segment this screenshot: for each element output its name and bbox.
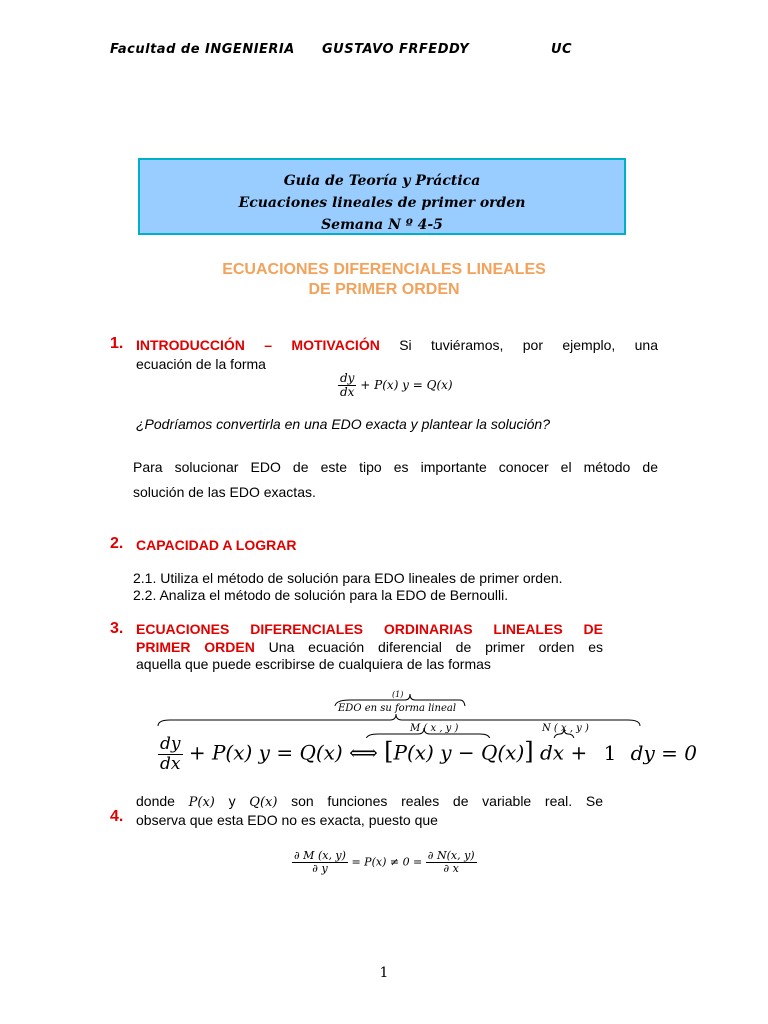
section-1-number: 1. bbox=[110, 335, 124, 352]
section-1-para-a: Para solucionar EDO de este tipo es importante conocer el método de bbox=[133, 459, 658, 475]
section-3-text-b: aquella que puede escribirse de cualquiera de las formas bbox=[136, 656, 491, 672]
header-faculty: Facultad de INGENIERIA bbox=[110, 42, 295, 57]
main-title-line-1: ECUACIONES DIFERENCIALES LINEALES bbox=[222, 261, 546, 278]
eq1-numerator: dy bbox=[340, 371, 355, 385]
section-2-item-2: 2.2. Analiza el método de solución para la EDO de Bernoulli. bbox=[133, 587, 509, 603]
brace-label: EDO en su forma lineal bbox=[338, 703, 457, 714]
section-4-number: 4. bbox=[110, 808, 124, 825]
section-1-heading: INTRODUCCIÓN – MOTIVACIÓN bbox=[136, 337, 380, 353]
section-1-text-b: ecuación de la forma bbox=[136, 356, 266, 372]
title-line-3: Semana N º 4-5 bbox=[321, 217, 443, 233]
section-3-number: 3. bbox=[110, 620, 124, 637]
section-2-item-1: 2.1. Utiliza el método de solución para EDO lineales de primer orden. bbox=[133, 570, 563, 586]
section-4-text-a3: son funciones reales de variable real. Se bbox=[277, 793, 603, 809]
main-title-line-2: DE PRIMER ORDEN bbox=[308, 281, 460, 298]
section-3-text-a: Una ecuación diferencial de primer orden es bbox=[254, 639, 603, 655]
partial-equation bbox=[292, 850, 477, 875]
partial-den-1: ∂ y bbox=[312, 862, 328, 876]
header-author: GUSTAVO FRFEDDY bbox=[322, 42, 470, 57]
section-4-qx: Q(x) bbox=[249, 795, 278, 810]
section-1-equation bbox=[338, 372, 453, 399]
section-1-text-a: Si tuviéramos, por ejemplo, una bbox=[379, 337, 659, 353]
page-number: 1 bbox=[379, 965, 389, 981]
main-eq-bracket: P(x) y − Q(x) bbox=[393, 740, 525, 765]
section-4-text-b: observa que esta EDO no es exacta, puesto que bbox=[136, 812, 438, 828]
section-4-px: P(x) bbox=[188, 795, 215, 810]
title-line-2: Ecuaciones lineales de primer orden bbox=[238, 195, 526, 211]
section-4-line-1 bbox=[136, 792, 603, 812]
n-label: N ( x , y ) bbox=[542, 723, 589, 734]
section-3-heading-a: ECUACIONES DIFERENCIALES ORDINARIAS LINEALES DE bbox=[136, 621, 603, 637]
partial-num-2: ∂ N(x, y) bbox=[427, 849, 475, 862]
eq1-rest: + P(x) y = Q(x) bbox=[360, 378, 453, 393]
title-line-1: Guia de Teoría y Práctica bbox=[283, 173, 481, 189]
partial-num-1: ∂ M (x, y) bbox=[294, 849, 346, 862]
eq1-denominator: dx bbox=[340, 385, 355, 400]
main-eq-mid: dx + bbox=[540, 740, 588, 765]
m-label: M ( x , y ) bbox=[410, 723, 459, 734]
main-eq-left: + P(x) y = Q(x) ⟺ bbox=[188, 740, 385, 765]
title-box bbox=[138, 158, 626, 235]
section-1-line-1 bbox=[136, 336, 658, 355]
partial-den-2: ∂ x bbox=[443, 862, 459, 876]
section-3-heading-b: PRIMER ORDEN bbox=[136, 639, 255, 655]
main-eq-dx: dx bbox=[160, 753, 181, 774]
section-2-heading: CAPACIDAD A LOGRAR bbox=[136, 537, 297, 553]
section-2-number: 2. bbox=[110, 535, 124, 552]
main-equation: $\frac{dy}{dx}$ + P(x) y = Q(x) ⟺ [P(x) y − Q(x)] dx + 1 dy = 0 bbox=[160, 734, 697, 774]
section-1-para-b: solución de las EDO exactas. bbox=[133, 484, 316, 500]
main-eq-dy: dy bbox=[160, 734, 181, 754]
main-eq-end: dy = 0 bbox=[630, 740, 697, 765]
section-4-text-a1: donde bbox=[136, 793, 189, 809]
section-1-question: ¿Podríamos convertirla en una EDO exacta y plantear la solución? bbox=[136, 416, 550, 432]
brace-number: (1) bbox=[392, 690, 404, 699]
header-uc: UC bbox=[551, 42, 573, 57]
section-4-text-a2: y bbox=[214, 793, 250, 809]
main-eq-one: 1 bbox=[603, 740, 617, 765]
partial-mid: = P(x) ≠ 0 = bbox=[351, 855, 423, 869]
